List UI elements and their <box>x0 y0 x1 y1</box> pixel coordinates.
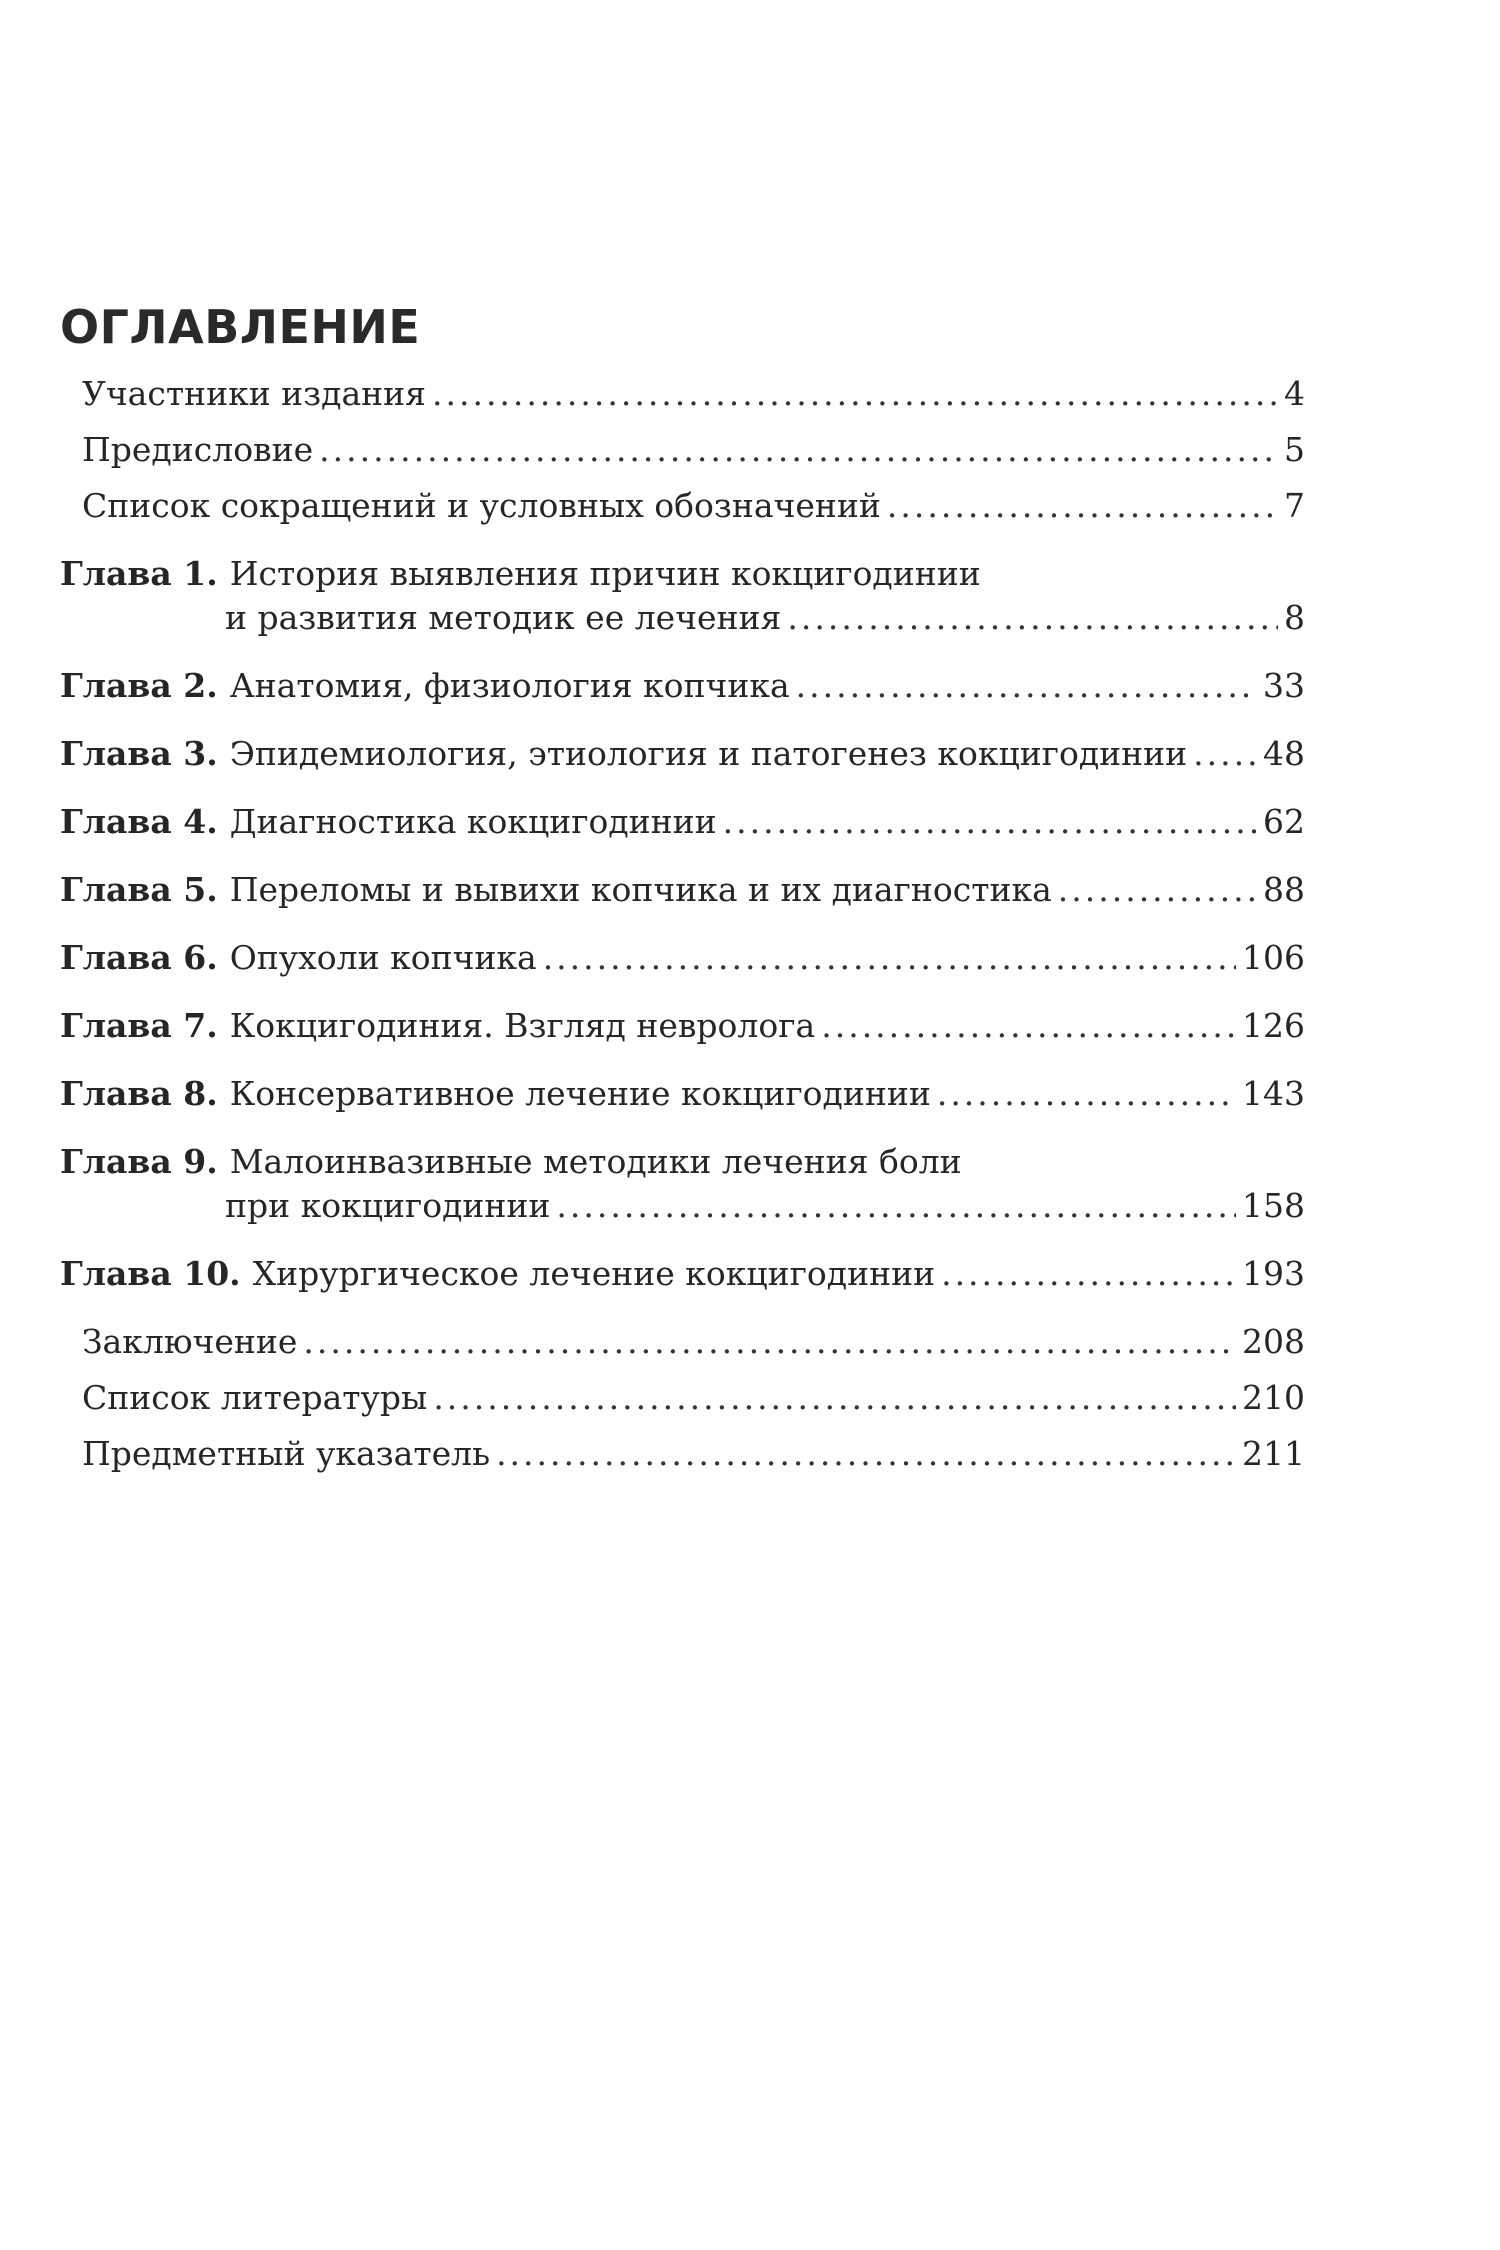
page-number: 158 <box>1242 1186 1305 1225</box>
page-number: 106 <box>1242 938 1305 977</box>
dot-leader <box>796 664 1257 708</box>
dot-leader <box>543 936 1236 980</box>
toc-entry-chapter-8[interactable] <box>60 1072 1305 1116</box>
toc-entry-conclusion[interactable] <box>60 1320 1305 1364</box>
entry-title: Заключение <box>82 1322 298 1361</box>
toc-entry-references[interactable] <box>60 1376 1305 1420</box>
chapter-label: Глава 6. <box>60 938 218 977</box>
entry-title: Список литературы <box>82 1378 428 1417</box>
entry-title: Опухоли копчика <box>229 938 537 977</box>
dot-leader <box>432 372 1278 416</box>
toc-entry-chapter-4[interactable] <box>60 800 1305 844</box>
page-number: 193 <box>1242 1254 1305 1293</box>
toc-entry-chapter-3[interactable] <box>60 732 1305 776</box>
chapter-label: Глава 5. <box>60 870 218 909</box>
page-number: 48 <box>1263 734 1305 773</box>
table-of-contents <box>60 372 1305 1476</box>
dot-leader <box>941 1252 1236 1296</box>
toc-entry-chapter-1[interactable] <box>60 552 1305 640</box>
page-number: 88 <box>1263 870 1305 909</box>
chapter-label: Глава 3. <box>60 734 218 773</box>
chapter-label: Глава 10. <box>60 1254 241 1293</box>
entry-title: Список сокращений и условных обозначений <box>82 486 881 525</box>
dot-leader <box>1193 732 1257 776</box>
chapter-label: Глава 9. <box>60 1142 218 1181</box>
page-number: 211 <box>1242 1434 1305 1473</box>
toc-entry-chapter-6[interactable] <box>60 936 1305 980</box>
toc-entry-chapter-2[interactable] <box>60 664 1305 708</box>
dot-leader <box>787 596 1278 640</box>
entry-title: Хирургическое лечение кокцигодинии <box>252 1254 936 1293</box>
page-number: 208 <box>1242 1322 1305 1361</box>
entry-title: Консервативное лечение кокцигодинии <box>229 1074 931 1113</box>
dot-leader <box>1058 868 1257 912</box>
entry-title: Участники издания <box>82 374 426 413</box>
entry-title: Переломы и вывихи копчика и их диагностика <box>229 870 1052 909</box>
dot-leader <box>433 1376 1236 1420</box>
page-number: 5 <box>1284 430 1305 469</box>
page-number: 8 <box>1284 598 1305 637</box>
entry-title: при кокцигодинии <box>225 1186 551 1225</box>
page-number: 4 <box>1284 374 1305 413</box>
entry-title: Эпидемиология, этиология и патогенез кокцигодинии <box>229 734 1188 773</box>
toc-entry-chapter-5[interactable] <box>60 868 1305 912</box>
entry-title-line1: Малоинвазивные методики лечения боли <box>229 1142 962 1181</box>
entry-title: Кокцигодиния. Взгляд невролога <box>229 1006 816 1045</box>
chapter-label: Глава 1. <box>60 554 218 593</box>
entry-title: Анатомия, физиология копчика <box>229 666 790 705</box>
page-number: 143 <box>1242 1074 1305 1113</box>
page-number: 33 <box>1263 666 1305 705</box>
toc-entry-chapter-10[interactable] <box>60 1252 1305 1296</box>
entry-title: Предметный указатель <box>82 1434 491 1473</box>
dot-leader <box>821 1004 1236 1048</box>
entry-title: и развития методик ее лечения <box>225 598 782 637</box>
toc-entry-contributors[interactable] <box>60 372 1305 416</box>
toc-entry-chapter-9[interactable] <box>60 1140 1305 1228</box>
chapter-label: Глава 4. <box>60 802 218 841</box>
page-number: 7 <box>1284 486 1305 525</box>
toc-entry-subject-index[interactable] <box>60 1432 1305 1476</box>
entry-title: Диагностика кокцигодинии <box>229 802 717 841</box>
dot-leader <box>887 484 1278 528</box>
dot-leader <box>723 800 1257 844</box>
entry-title: Предисловие <box>82 430 314 469</box>
page-number: 126 <box>1242 1006 1305 1045</box>
page-number: 62 <box>1263 802 1305 841</box>
dot-leader <box>319 428 1278 472</box>
dot-leader <box>496 1432 1236 1476</box>
toc-entry-preface[interactable] <box>60 428 1305 472</box>
dot-leader <box>937 1072 1236 1116</box>
toc-heading: ОГЛАВЛЕНИЕ <box>60 300 421 354</box>
dot-leader <box>303 1320 1236 1364</box>
toc-entry-chapter-7[interactable] <box>60 1004 1305 1048</box>
page-number: 210 <box>1242 1378 1305 1417</box>
chapter-label: Глава 8. <box>60 1074 218 1113</box>
chapter-label: Глава 2. <box>60 666 218 705</box>
entry-title-line1: История выявления причин кокцигодинии <box>229 554 981 593</box>
dot-leader <box>556 1184 1236 1228</box>
toc-entry-abbreviations[interactable] <box>60 484 1305 528</box>
chapter-label: Глава 7. <box>60 1006 218 1045</box>
